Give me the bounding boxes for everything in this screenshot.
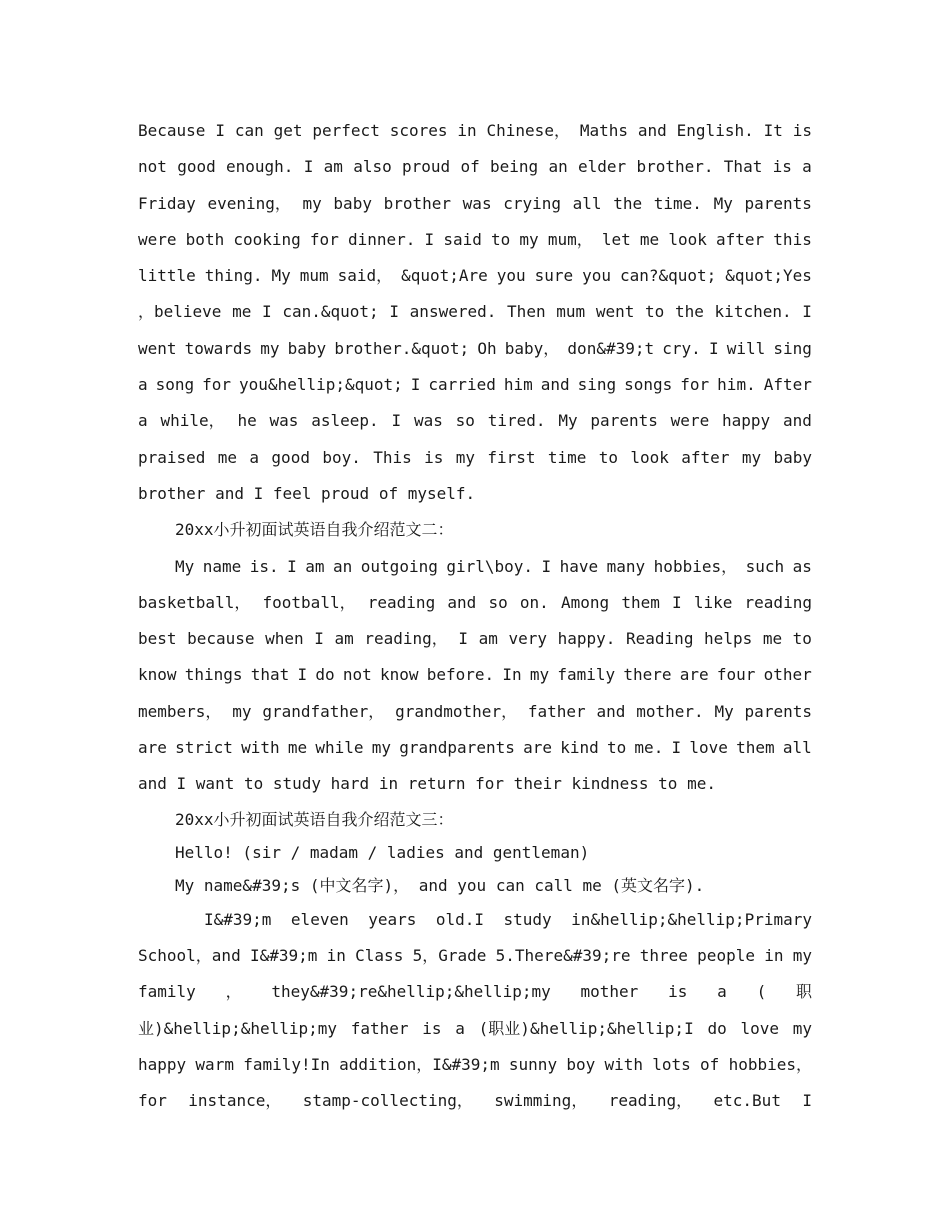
text-line: brother and I feel proud of myself. xyxy=(138,483,476,503)
text-line: members， my grandfather， grandmother， father and mother. My parents xyxy=(138,701,812,721)
text-line: ，believe me I can.&quot; I answered. Then mum went to the kitchen. I xyxy=(138,302,812,322)
text-line: are strict with me while my grandparents are kind to me. I love them all xyxy=(138,738,812,758)
text-line: not good enough. I am also proud of being an elder brother. That is a xyxy=(138,157,812,177)
text-line: basketball， football， reading and so on. Among them I like reading xyxy=(138,592,812,612)
greeting-line: Hello! (sir / madam / ladies and gentleman) xyxy=(175,842,590,862)
text-line: went towards my baby brother.&quot; Oh baby， don&#39;t cry. I will sing xyxy=(138,338,812,358)
text-line: praised me a good boy. This is my first time to look after my baby xyxy=(138,447,812,467)
text-line: Friday evening， my baby brother was crying all the time. My parents xyxy=(138,193,812,213)
text-line: little thing. My mum said， &quot;Are you sure you can?&quot; &quot;Yes xyxy=(138,266,812,286)
text-line: for instance， stamp-collecting， swimming， reading， etc.But I xyxy=(138,1091,812,1111)
name-line: My name&#39;s (中文名字)， and you can call me (英文名字). xyxy=(175,875,705,895)
text-line: and I want to study hard in return for their kindness to me. xyxy=(138,774,716,794)
text-line: family ， they&#39;re&hellip;&hellip;my mother is a ( 职 xyxy=(138,982,812,1002)
text-line: happy warm family!In addition，I&#39;m sunny boy with lots of hobbies， xyxy=(138,1054,812,1074)
document-page xyxy=(138,113,812,1119)
text-line: I&#39;m eleven years old.I study in&hellip;&hellip;Primary xyxy=(204,909,812,929)
heading-2: 20xx小升初面试英语自我介绍范文二： xyxy=(175,520,454,540)
text-line: a while， he was asleep. I was so tired. My parents were happy and xyxy=(138,411,812,431)
heading-3: 20xx小升初面试英语自我介绍范文三： xyxy=(175,809,454,829)
paragraph-3 xyxy=(138,902,812,1120)
paragraph-1 xyxy=(138,113,812,512)
text-line: a song for you&hellip;&quot; I carried him and sing songs for him. After xyxy=(138,375,812,395)
text-line: 业)&hellip;&hellip;my father is a (职业)&hellip;&hellip;I do love my xyxy=(138,1018,812,1038)
text-line: were both cooking for dinner. I said to my mum， let me look after this xyxy=(138,229,812,249)
text-line: School，and I&#39;m in Class 5，Grade 5.There&#39;re three people in my xyxy=(138,945,812,965)
text-line: My name is. I am an outgoing girl\boy. I have many hobbies， such as xyxy=(175,556,812,576)
text-line: Because I can get perfect scores in Chinese， Maths and English. It is xyxy=(138,121,812,140)
text-line: best because when I am reading， I am very happy. Reading helps me to xyxy=(138,629,812,649)
text-line: know things that I do not know before. In my family there are four other xyxy=(138,665,812,685)
paragraph-2 xyxy=(138,549,812,803)
